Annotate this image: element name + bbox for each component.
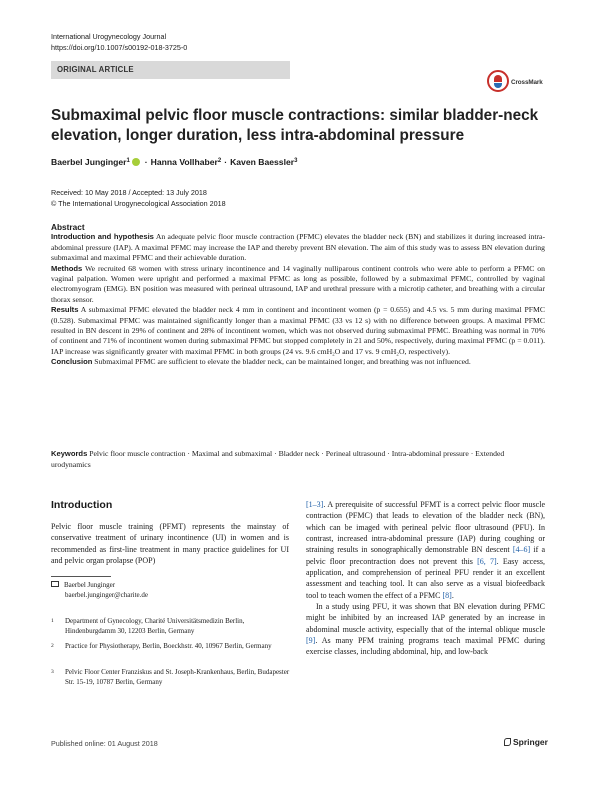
abstract-methods: [51, 264, 545, 306]
article-dates: [51, 188, 226, 209]
paragraph-text: if a pelvic floor precontraction does not prevent this: [306, 545, 545, 566]
keywords-label: Keywords: [51, 449, 88, 458]
citation-link[interactable]: [6, 7]: [477, 556, 497, 566]
affiliation-text: Practice for Physiotherapy, Berlin, Boeckhstr. 40, 10967 Berlin, Germany: [65, 642, 272, 650]
author-name[interactable]: Baerbel Junginger: [51, 157, 127, 167]
author-separator: ·: [144, 157, 148, 167]
article-title: Submaximal pelvic floor muscle contractions: similar bladder-neck elevation, longer duration, less intra-abdominal pressure: [51, 107, 539, 144]
citation-link[interactable]: [4–6]: [512, 545, 531, 555]
affiliation-number: 1: [51, 618, 54, 624]
publisher-logo: [504, 737, 548, 747]
conclusion-label: Conclusion: [51, 357, 93, 367]
crossmark-label: CrossMark: [511, 79, 543, 86]
journal-header: [51, 31, 187, 53]
citation-link[interactable]: [1–3]: [306, 500, 324, 509]
envelope-icon: [51, 581, 59, 587]
paragraph-text: .: [451, 590, 454, 600]
author-separator: ·: [224, 157, 228, 167]
journal-name: International Urogynecology Journal: [51, 32, 167, 41]
introduction-right-column: [306, 499, 545, 658]
affiliation-text: Pelvic Floor Center Franziskus and St. Joseph-Krankenhaus, Berlin, Budapester Str. 15-19, 10787 Berlin, Germany: [65, 668, 290, 686]
affiliation-number: 3: [51, 669, 54, 675]
introduction-paragraph: [306, 499, 545, 601]
corresponding-author: [51, 580, 148, 600]
author-affiliation-number: 1: [126, 158, 130, 164]
contact-name: Baerbel Junginger: [64, 581, 116, 589]
section-label: ORIGINAL ARTICLE: [57, 65, 134, 74]
author-name[interactable]: Kaven Baessler: [230, 157, 295, 167]
author-name[interactable]: Hanna Vollhaber: [150, 157, 218, 167]
doi-link[interactable]: https://doi.org/10.1007/s00192-018-3725-0: [51, 43, 188, 52]
abstract-intro: [51, 232, 545, 263]
affiliation-text: Department of Gynecology, Charité Universitätsmedizin Berlin, Hindenburgdamm 30, 12203 Berlin, Germany: [65, 617, 245, 635]
introduction-paragraph: [306, 601, 545, 658]
results-label: Results: [51, 305, 79, 315]
orcid-icon[interactable]: [132, 158, 140, 166]
received-accepted: Received: 10 May 2018 / Accepted: 13 July 2018: [51, 188, 207, 197]
affiliation: [51, 641, 291, 651]
author-list: [51, 157, 297, 167]
crossmark-icon: [487, 70, 509, 92]
methods-text: We recruited 68 women with stress urinary incontinence and 14 vaginally nulliparous continent controls who were able to perform a PFMC on vaginal palpation. Women were upright and performed a maximal PFMC as long as possible, followed by a submaximal PFMC, controlled by vaginal electromyogram (EMG). BN position was measured with perineal ultrasound, IAP and urethral pressure with a microtip catheter, and breathing with a circular thorax sensor.: [51, 263, 545, 304]
published-date: Published online: 01 August 2018: [51, 739, 158, 748]
introduction-left-column: [51, 521, 289, 566]
paragraph-text: . As many PFM training programs teach maximal PFMC during exercise classes, including abdominal, hip, and low-back: [306, 636, 545, 657]
abstract-results: [51, 305, 545, 357]
methods-label: Methods: [51, 263, 83, 273]
crossmark-badge[interactable]: [487, 70, 549, 96]
intro-text: An adequate pelvic floor muscle contraction (PFMC) elevates the bladder neck (BN) and stabilizes it during increased intra-abdominal pressure (IAP). A maximal PFMC may increase the IAP and thereby prevent BN elevation. The aim of this study was to assess BN elevation during submaximal and maximal PFMC and their achievable duration.: [51, 232, 546, 263]
copyright-line: © The International Urogynecological Association 2018: [51, 198, 226, 208]
affiliation-number: 2: [51, 643, 54, 649]
affiliation: [51, 616, 291, 636]
conclusion-text: Submaximal PFMC are sufficient to elevate the bladder neck, can be maintained longer, and breathing was not influenced.: [94, 357, 471, 367]
author-affiliation-number: 3: [294, 158, 298, 164]
paragraph-text: . Easy access, application, and comprehension of perineal PFU render it an excellent assessment and teaching tool. It can also serve as a visual biofeedback tool to teach women the effect of a PFMC: [306, 556, 546, 600]
publisher-name: Springer: [513, 737, 548, 747]
abstract-heading: Abstract: [51, 222, 85, 232]
abstract: [51, 222, 545, 368]
citation-link[interactable]: [9]: [306, 636, 316, 646]
keywords: [51, 449, 545, 470]
affiliation: [51, 667, 291, 687]
springer-horse-icon: [504, 738, 511, 746]
paragraph-text: In a study using PFU, it was shown that BN elevation during PFMC might be inhibited by an increased IAP generated by an increase in abdominal muscle activity, especially that of the internal oblique muscle: [306, 602, 545, 634]
intro-label: Introduction and hypothesis: [51, 232, 154, 242]
citation-link[interactable]: [8]: [442, 590, 452, 600]
contact-email[interactable]: baerbel.junginger@charite.de: [65, 591, 149, 599]
introduction-heading: Introduction: [51, 499, 113, 511]
abstract-conclusion: [51, 357, 545, 367]
author-affiliation-number: 2: [217, 158, 222, 164]
footnote-rule: [51, 576, 111, 577]
introduction-paragraph: Pelvic floor muscle training (PFMT) represents the mainstay of conservative treatment of urinary incontinence (UI) in women and is recommended as first-line treatment in many practice guidelines for UI and pelvic organ prolapse (POP): [51, 522, 289, 566]
section-band: [51, 61, 290, 79]
paragraph-text: . A prerequisite of successful PFMT is a correct pelvic floor muscle contraction (PFMC) that leads to elevation of the bladder neck (BN), which can be imaged with perineal pelvic floor ultrasound (PFU). In contrast, increased intra-abdominal pressure (IAP) during coughing or straining results in sonographically demonstrable BN descent: [306, 500, 545, 555]
keywords-text: Pelvic floor muscle contraction · Maximal and submaximal · Bladder neck · Perineal ultrasound · Intra-abdominal pressure · Extended urodynamics: [51, 449, 505, 469]
results-text: A submaximal PFMC elevated the bladder neck 4 mm in continent and incontinent women (p = 0.655) and 4.5 vs. 5 mm during maximal PFMC (0.528). Submaximal PFMC was maintained significantly longer than a maximal PFMC (33 vs 12 s) with no difference between groups. A maximal PFMC resulted in BN descent in 29% of continent and 28% of incontinent women, which was not observed during submaximal PFMC. Breathing was normal in 70% of continent and 71% of incontinent women during submaximal PFMC but stopped completely in 21 and 50%, respectively, during maximal PFMC (p = 0.011). IAP increase was significantly greater with maximal PFMC in both groups (24 vs. 9.6 cmH₂O and 17 vs. 9 cmH₂O, respectively).: [51, 305, 545, 356]
